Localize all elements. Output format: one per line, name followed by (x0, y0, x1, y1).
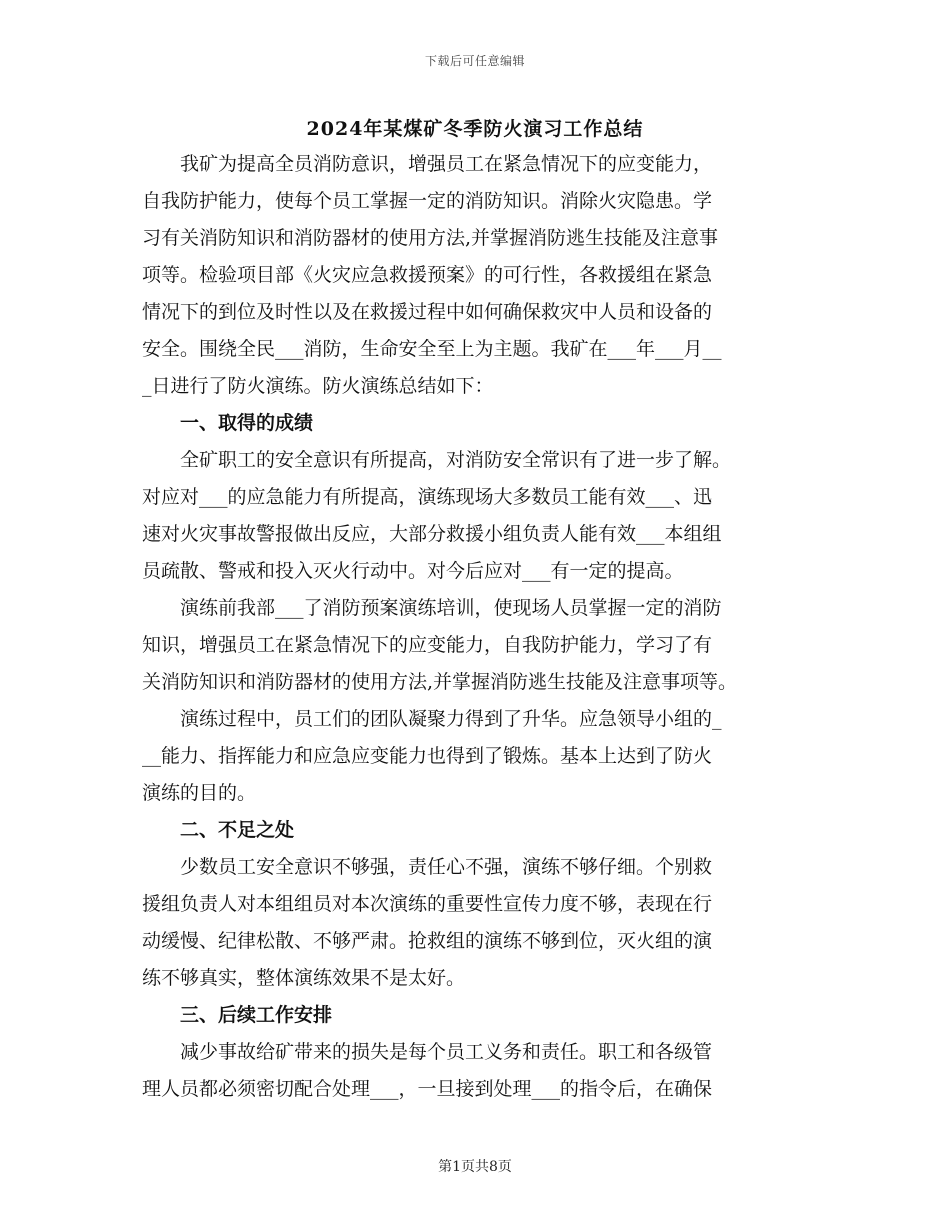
text-line: 习有关消防知识和消防器材的使用方法,并掌握消防逃生技能及注意事 (142, 227, 719, 249)
page-header-note: 下载后可任意编辑 (424, 54, 525, 68)
text-line: 理人员都必须密切配合处理___，一旦接到处理___的指令后，在确保 (142, 1078, 713, 1100)
text-line: _日进行了防火演练。防火演练总结如下： (142, 375, 494, 397)
text-line: 练不够真实，整体演练效果不是太好。 (142, 967, 466, 989)
section-heading-shortcomings: 二、不足之处 (142, 819, 295, 841)
document-title: 2024年某煤矿冬季防火演习工作总结 (306, 118, 644, 140)
text-line: 自我防护能力，使每个员工掌握一定的消防知识。消除火灾隐患。学 (142, 190, 713, 212)
text-line: 知识，增强员工在紧急情况下的应变能力，自我防护能力，学习了有 (142, 634, 713, 656)
text-line: 减少事故给矿带来的损失是每个员工义务和责任。职工和各级管 (142, 1041, 713, 1063)
document-body (142, 146, 820, 1108)
text-line: 少数员工安全意识不够强，责任心不强，演练不够仔细。个别救 (142, 856, 713, 878)
page-indicator: 第1页共8页 (438, 1159, 512, 1175)
text-line: 安全。围绕全民___消防，生命安全至上为主题。我矿在___年___月__ (142, 338, 722, 360)
text-line: 演练前我部___了消防预案演练培训，使现场人员掌握一定的消防 (142, 597, 722, 619)
text-line: 演练的目的。 (142, 782, 257, 804)
text-line: 全矿职工的安全意识有所提高，对消防安全常识有了进一步了解。 (142, 449, 732, 471)
text-line: 动缓慢、纪律松散、不够严肃。抢救组的演练不够到位，灭火组的演 (142, 930, 713, 952)
text-line: 员疏散、警戒和投入灭火行动中。对今后应对___有一定的提高。 (142, 560, 684, 582)
text-line: 情况下的到位及时性以及在救援过程中如何确保救灾中人员和设备的 (142, 301, 713, 323)
text-line: 对应对___的应急能力有所提高，演练现场大多数员工能有效___、迅 (142, 486, 713, 508)
text-line: 项等。检验项目部《火灾应急救援预案》的可行性，各救援组在紧急 (142, 264, 713, 286)
text-line: __能力、指挥能力和应急应变能力也得到了锻炼。基本上达到了防火 (142, 745, 713, 767)
text-line: 关消防知识和消防器材的使用方法,并掌握消防逃生技能及注意事项等。 (142, 671, 738, 693)
text-line: 我矿为提高全员消防意识，增强员工在紧急情况下的应变能力， (142, 153, 713, 175)
section-heading-followup: 三、后续工作安排 (142, 1004, 333, 1026)
text-line: 演练过程中，员工们的团队凝聚力得到了升华。应急领导小组的_ (142, 708, 722, 730)
text-line: 援组负责人对本组组员对本次演练的重要性宣传力度不够，表现在行 (142, 893, 713, 915)
text-line: 速对火灾事故警报做出反应，大部分救援小组负责人能有效___本组组 (142, 523, 722, 545)
section-heading-achievements: 一、取得的成绩 (142, 412, 314, 434)
